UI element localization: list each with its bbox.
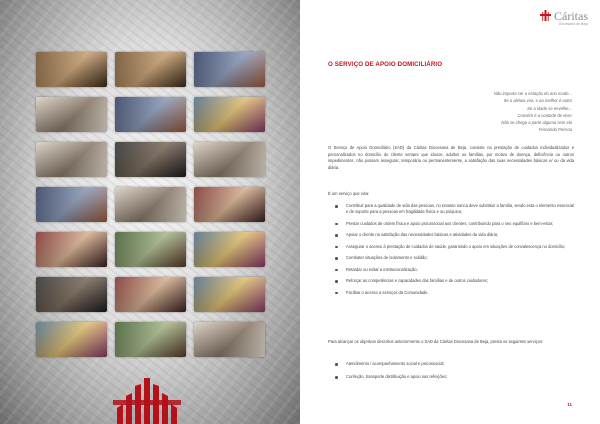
list-item: Prestar cuidados de ordem física e apoio psicossocial aos clientes, contribuindo para o seu equilíbrio e bem-estar; <box>334 221 574 227</box>
poem-quote <box>494 90 572 134</box>
poem-line: Se o aleluia vira, e ao melhor é outro <box>503 98 572 104</box>
photo-thumbnail <box>194 52 265 87</box>
photo-thumbnail <box>115 232 186 267</box>
photo-thumbnail <box>115 187 186 222</box>
photo-thumbnail <box>36 97 107 132</box>
list-item: Assegurar o acesso à prestação de cuidados de saúde, garantindo o apoio em situações de convalescença no domicílio; <box>334 244 574 250</box>
photo-thumbnail <box>115 322 186 357</box>
list-item: Contribuir para a qualidade de vida das pessoas, no entanto nunca deve substituir a família, sendo esta o elemento essencial e de suporte para a pessoas em fragilidade física e ou psíquica; <box>334 203 574 216</box>
logo-wordmark: Cáritas <box>554 9 588 23</box>
list-item: Combater situações de isolamento e solidão; <box>334 255 574 261</box>
photo-thumbnail <box>115 277 186 312</box>
services-lead: Para alcançar os objetivos descritos anteriormente o SAD da Cáritas Diocesana de Beja, presta os seguintes serviços: <box>328 339 544 344</box>
list-item: Reforçar as competências e capacidades das famílias e de outros cuidadores; <box>334 278 574 284</box>
poem-line: Não importa ser a estação do ano mudo... <box>493 91 572 96</box>
photo-thumbnail <box>194 322 265 357</box>
photo-thumbnail <box>36 277 107 312</box>
list-item: Apoiar o cliente na satisfação das necessidades básicas e atividades da vida diária; <box>334 232 574 238</box>
page-number: 11 <box>567 402 572 407</box>
list-item: Confeção, transporte distribuição e apoio nas refeições; <box>334 374 574 380</box>
photo-thumbnail <box>115 97 186 132</box>
photo-thumbnail <box>115 142 186 177</box>
photo-thumbnail <box>115 52 186 87</box>
list-item: Facilitar o acesso a serviços da Comunidade. <box>334 290 574 296</box>
photo-thumbnail <box>36 187 107 222</box>
photo-thumbnail <box>194 187 265 222</box>
photo-thumbnail <box>36 52 107 87</box>
poem-line: Não se chega a parte alguma sem ela <box>501 120 572 126</box>
section-title: O SERVIÇO DE APOIO DOMICILIÁRIO <box>328 61 443 68</box>
objectives-lead: É um serviço que visa: <box>328 191 370 196</box>
poem-author: Fernando Pessoa <box>538 127 572 133</box>
photo-thumbnail <box>194 142 265 177</box>
list-item: Atendimento / acompanhamento social e psicossocial; <box>334 361 574 367</box>
photo-thumbnail <box>194 232 265 267</box>
list-item: Retardar ou evitar a institucionalização; <box>334 267 574 273</box>
photo-thumbnail <box>36 232 107 267</box>
photo-thumbnail <box>194 97 265 132</box>
caritas-cross-icon <box>540 10 551 21</box>
photo-thumbnail <box>36 322 107 357</box>
photo-thumbnail <box>194 277 265 312</box>
photo-grid <box>36 52 266 357</box>
services-list <box>334 361 574 388</box>
objectives-list <box>334 203 574 301</box>
caritas-cross-emblem <box>113 378 181 424</box>
poem-line: Se a idade se envelhe... <box>527 105 572 111</box>
poem-line: Convém é a vontade de viver <box>517 112 572 118</box>
intro-paragraph: O Serviço de Apoio Domiciliário (SAD) da Cáritas Diocesana de Beja, consiste na prestação de cuidados individualizados e personalizados no domicílio do cliente sempre que idosos, adultos ou famílias, por motivo de doença, deficiência ou outros impedimentos, não possam assegurar, temporária ou permanentemente, a satisfação das suas necessidades básicas e/ ou da vida diária. <box>328 145 574 171</box>
photo-thumbnail <box>36 142 107 177</box>
text-page <box>300 0 600 424</box>
caritas-logo <box>540 10 588 27</box>
logo-subtitle: Diocesana de Beja <box>558 22 588 26</box>
